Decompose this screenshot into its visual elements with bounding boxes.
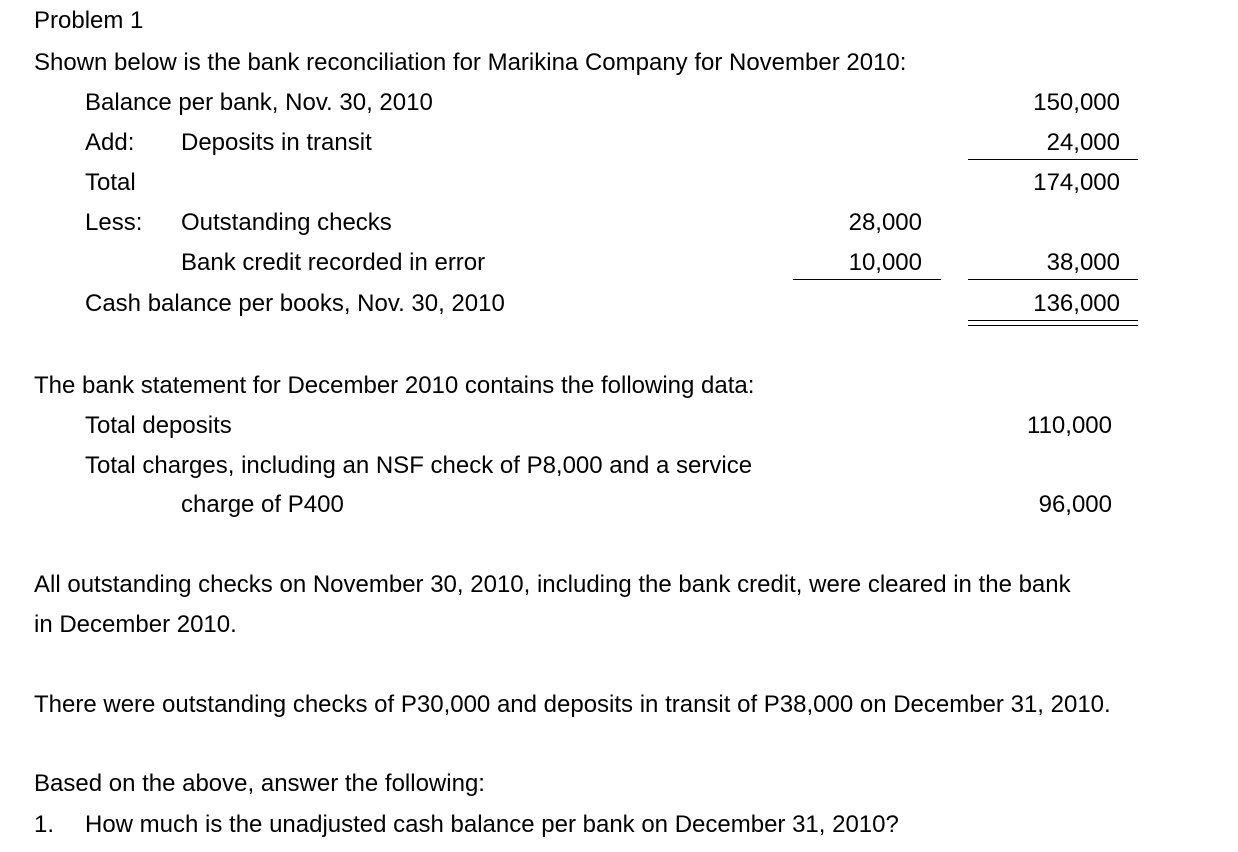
answer-intro: Based on the above, answer the following: bbox=[34, 770, 485, 797]
total-value: 174,000 bbox=[1033, 169, 1120, 196]
total-deposits-value: 110,000 bbox=[1027, 412, 1112, 439]
bank-credit-value: 10,000 bbox=[848, 249, 922, 276]
double-rule-bottom bbox=[968, 325, 1138, 326]
question-text: How much is the unadjusted cash balance per bank on December 31, 2010? bbox=[85, 811, 899, 838]
cash-books-label: Cash balance per books, Nov. 30, 2010 bbox=[85, 290, 505, 317]
total-charges-label-line1: Total charges, including an NSF check of P8,000 and a service bbox=[85, 452, 753, 479]
subtotal-rule bbox=[968, 159, 1138, 160]
less-total-rule bbox=[968, 279, 1138, 280]
balance-label: Balance per bank, Nov. 30, 2010 bbox=[85, 89, 433, 116]
bank-credit-label: Bank credit recorded in error bbox=[181, 249, 486, 276]
question-number: 1. bbox=[34, 811, 55, 838]
deductions-rule bbox=[793, 279, 941, 280]
cash-books-value: 136,000 bbox=[1033, 290, 1120, 317]
less-total-value: 38,000 bbox=[1046, 249, 1120, 276]
total-charges-label-line2: charge of P400 bbox=[181, 491, 344, 518]
double-rule-top bbox=[968, 320, 1138, 321]
paragraph-december-outstanding: There were outstanding checks of P30,000 and deposits in transit of P38,000 on December 31, 2010. bbox=[34, 691, 1111, 718]
deposits-label: Deposits in transit bbox=[181, 129, 372, 156]
intro-text: Shown below is the bank reconciliation for Marikina Company for November 2010: bbox=[34, 49, 907, 76]
balance-value: 150,000 bbox=[1033, 89, 1120, 116]
paragraph-cleared-line1: All outstanding checks on November 30, 2010, including the bank credit, were cleared in the bank bbox=[34, 571, 1071, 598]
outstanding-label: Outstanding checks bbox=[181, 209, 392, 236]
total-label: Total bbox=[85, 169, 136, 196]
outstanding-value: 28,000 bbox=[848, 209, 922, 236]
add-label: Add: bbox=[85, 129, 135, 156]
less-label: Less: bbox=[85, 209, 143, 236]
total-charges-value: 96,000 bbox=[1038, 491, 1112, 518]
total-deposits-label: Total deposits bbox=[85, 412, 232, 439]
paragraph-cleared-line2: in December 2010. bbox=[34, 611, 237, 638]
deposits-value: 24,000 bbox=[1046, 129, 1120, 156]
problem-title: Problem 1 bbox=[34, 7, 144, 34]
statement-heading: The bank statement for December 2010 contains the following data: bbox=[34, 372, 755, 399]
